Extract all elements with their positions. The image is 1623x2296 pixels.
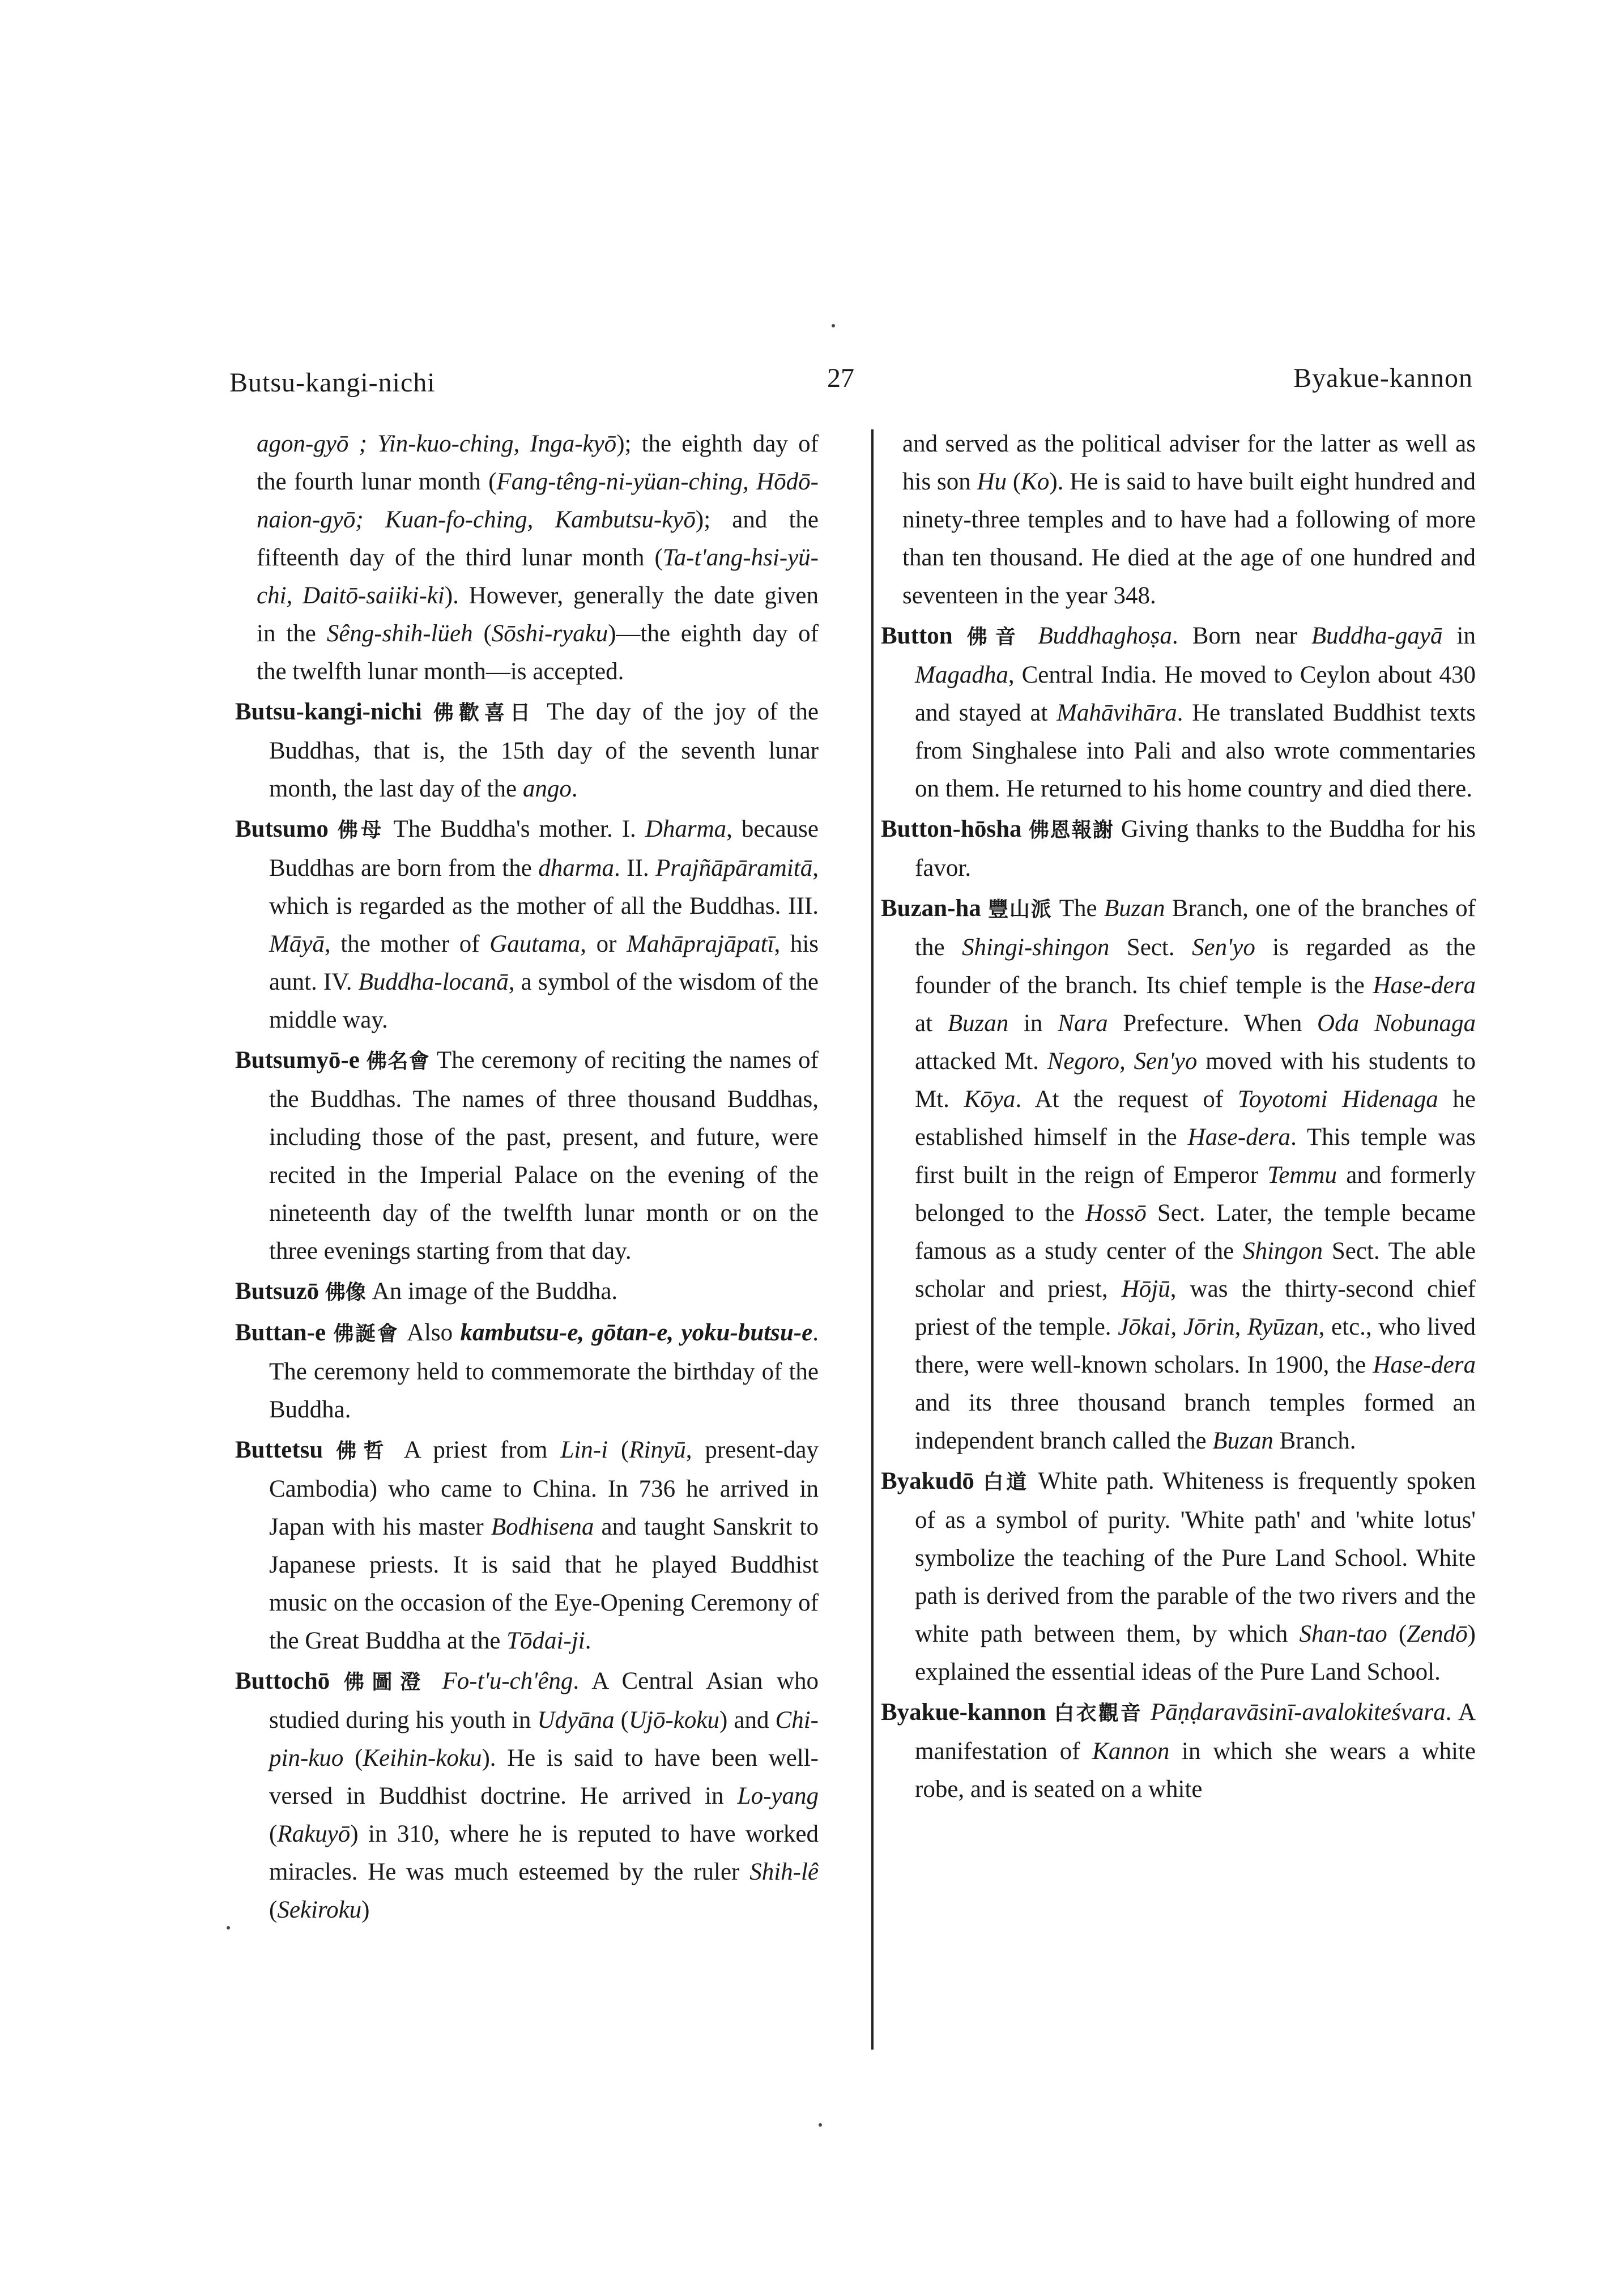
scan-speck xyxy=(832,324,835,327)
term: Gautama xyxy=(489,931,581,957)
term: Udyāna xyxy=(537,1707,615,1733)
text: , the mother of xyxy=(324,931,490,957)
kanji: 佛圖澄 xyxy=(343,1671,428,1694)
text: ). He is said to have built eight hundred and ninety-three temples and to have had a following of more than ten thousand. He died at the age of one hundred and seventeen in the year 348. xyxy=(902,468,1476,609)
term: Keihin-koku xyxy=(363,1745,482,1771)
text: , which is regarded as the mother of all the Buddhas. III. xyxy=(269,855,819,919)
entry-button xyxy=(881,617,1476,808)
term: Tōdai-ji xyxy=(506,1628,585,1654)
term: Hu xyxy=(977,468,1007,495)
term: kambutsu-e, gōtan-e, yoku-butsu-e xyxy=(460,1319,813,1346)
term: Magadha xyxy=(915,662,1008,688)
term: Sêng-shih-lüeh xyxy=(326,620,473,647)
text: ) xyxy=(361,1897,370,1923)
text: at xyxy=(915,1010,948,1037)
text: and served as the political adviser for the latter as well as his son xyxy=(902,431,1476,495)
kanji: 佛恩報謝 xyxy=(1028,819,1114,842)
term: Hase-dera xyxy=(1187,1124,1291,1151)
scan-speck xyxy=(819,2123,822,2127)
text: White path. Whiteness is frequently spoken of as a symbol of purity. 'White path' and 'white lotus' symbolize the teaching of the Pure Land School. White path is derived from the parable of the two rivers and the white path between them, by which xyxy=(915,1468,1476,1647)
headword: Button xyxy=(881,623,953,649)
text: is regarded as the founder of the branch. Its chief temple is the xyxy=(915,934,1476,999)
term: Hossō xyxy=(1085,1200,1147,1226)
term: Sōshi-ryaku xyxy=(491,620,608,647)
term: Māyā xyxy=(269,931,325,957)
text: ) in 310, where he is reputed to have worked miracles. He was much esteemed by the ruler xyxy=(269,1821,819,1885)
term: Prajñāpāramitā xyxy=(655,855,813,881)
continued-entry xyxy=(881,425,1476,615)
kanji: 佛像 xyxy=(325,1281,366,1304)
text: Giving thanks to the Buddha for his favor. xyxy=(915,816,1476,881)
text: ( xyxy=(269,1821,278,1847)
text: attacked Mt. xyxy=(915,1048,1047,1075)
term: Shih-lê xyxy=(749,1859,819,1885)
text: in which she wears a white robe, and is seated on a white xyxy=(915,1738,1476,1803)
text: The xyxy=(1052,895,1104,922)
entry-buzan-ha xyxy=(881,889,1476,1460)
text: ( xyxy=(614,1707,629,1733)
entry-byakudo xyxy=(881,1462,1476,1691)
term: Fang-têng-ni-yüan-ching, Hōdō-naion-gyō; Kuan-fo-ching, Kambutsu-kyō xyxy=(257,468,819,533)
term: Lin-i xyxy=(560,1437,608,1463)
text: ( xyxy=(269,1897,278,1923)
text: , was the thirty-second chief priest of the temple. xyxy=(915,1276,1476,1340)
text: ). He is said to have been well-versed in Buddhist doctrine. He arrived in xyxy=(269,1745,819,1809)
running-header xyxy=(0,363,1623,408)
headword: Button-hōsha xyxy=(881,816,1022,842)
term: Bodhisena xyxy=(491,1514,594,1540)
term: Pāṇḍaravāsinī-avalokiteśvara xyxy=(1150,1699,1446,1726)
term: Jōkai, Jōrin, Ryūzan xyxy=(1118,1314,1319,1340)
term: Nara xyxy=(1058,1010,1108,1037)
text: The ceremony of reciting the names of the Buddhas. The names of three thousand Buddhas, including those of the past, present, and future, were recited in the Imperial Palace on the evening of the nineteenth day of the twelfth lunar month or on the three evenings starting from that day. xyxy=(269,1047,819,1264)
text: . Born near xyxy=(1172,623,1311,649)
term: Buzan xyxy=(1104,895,1165,922)
headword: Buttochō xyxy=(235,1668,330,1694)
term: Mahāvihāra xyxy=(1057,700,1177,726)
text: . xyxy=(571,776,578,802)
entry-byakue-kannon xyxy=(881,1693,1476,1808)
text: ( xyxy=(1387,1621,1407,1647)
text: Branch, one of the branches of the xyxy=(915,895,1476,961)
term: ango xyxy=(522,776,572,802)
text: ( xyxy=(343,1745,363,1771)
term: agon-gyō ; Yin-kuo-ching, Inga-kyō xyxy=(257,431,617,457)
text: he established himself in the xyxy=(915,1086,1476,1151)
headword: Byakudō xyxy=(881,1468,974,1494)
headword: Byakue-kannon xyxy=(881,1699,1046,1726)
kanji: 豐山派 xyxy=(988,898,1053,921)
entry-buttocho xyxy=(235,1662,819,1929)
text: in xyxy=(1008,1010,1058,1037)
headword: Butsu-kangi-nichi xyxy=(235,698,422,725)
text: Also xyxy=(399,1319,461,1346)
text: Branch. xyxy=(1273,1428,1356,1454)
text: )—the eighth day of the twelfth lunar month—is accepted. xyxy=(257,620,819,685)
term: dharma xyxy=(538,855,615,881)
entry-buttetsu xyxy=(235,1431,819,1660)
term: Kōya xyxy=(964,1086,1016,1113)
text: ( xyxy=(472,620,492,647)
term: Chi-pin-kuo xyxy=(269,1707,819,1771)
term: Shingon xyxy=(1243,1238,1323,1264)
headword: Butsuzō xyxy=(235,1278,320,1305)
header-right-guide-word: Byakue-kannon xyxy=(1293,363,1473,393)
entry-butsuzo xyxy=(235,1272,819,1311)
right-column xyxy=(881,425,1476,1811)
term: Oda Nobunaga xyxy=(1317,1010,1476,1037)
term: Shingi-shingon xyxy=(961,934,1110,961)
headword: Buttetsu xyxy=(235,1437,323,1463)
term: Ujō-koku xyxy=(628,1707,719,1733)
text: ) and xyxy=(719,1707,776,1733)
text: and its three thousand branch temples formed an independent branch called the xyxy=(915,1390,1476,1454)
left-column xyxy=(235,425,819,1931)
kanji: 白衣觀音 xyxy=(1054,1702,1143,1725)
text xyxy=(1024,623,1038,649)
text: The day of the joy of the Buddhas, that is, the 15th day of the seventh lunar month, the last day of the xyxy=(269,698,819,802)
term: Lo-yang xyxy=(737,1783,819,1809)
text: ); and the fifteenth day of the third lunar month ( xyxy=(257,506,819,571)
text: and taught Sanskrit to Japanese priests. It is said that he played Buddhist music on the occasion of the Eye-Opening Ceremony of the Great Buddha at the xyxy=(269,1514,819,1654)
term: Buddha-gayā xyxy=(1311,623,1443,649)
kanji: 佛名會 xyxy=(366,1050,430,1073)
kanji: 佛母 xyxy=(337,819,385,842)
term: Buddha-locanā xyxy=(358,969,509,995)
text: A priest from xyxy=(390,1437,561,1463)
text: . A manifestation of xyxy=(915,1699,1476,1765)
text: , because Buddhas are born from the xyxy=(269,816,819,881)
term: Dharma xyxy=(645,816,727,842)
text: ); the eighth day of the fourth lunar month ( xyxy=(257,431,819,495)
term: Buzan xyxy=(947,1010,1009,1037)
term: Hase-dera xyxy=(1373,1352,1476,1378)
term: Ta-t'ang-hsi-yü-chi, Daitō-saiiki-ki xyxy=(257,544,819,609)
text: ). However, generally the date given in the xyxy=(257,582,819,647)
headword: Butsumyō-e xyxy=(235,1047,360,1074)
text: moved with his students to Mt. xyxy=(915,1048,1476,1113)
text: . The ceremony held to commemorate the birthday of the Buddha. xyxy=(269,1319,819,1423)
entry-butsumo xyxy=(235,810,819,1039)
text: and formerly belonged to the xyxy=(915,1162,1476,1226)
kanji: 佛音 xyxy=(966,625,1024,649)
term: Negoro, Sen'yo xyxy=(1047,1048,1198,1075)
text: ) explained the essential ideas of the Pure Land School. xyxy=(915,1621,1476,1685)
headword: Buttan-e xyxy=(235,1319,326,1346)
kanji: 佛誕會 xyxy=(333,1322,399,1345)
text: . This temple was first built in the reign of Emperor xyxy=(915,1124,1476,1189)
header-left-guide-word: Butsu-kangi-nichi xyxy=(229,368,436,398)
kanji: 佛歡喜日 xyxy=(433,701,536,725)
text: . xyxy=(585,1628,591,1654)
term: Sen'yo xyxy=(1191,934,1255,961)
term: Sekiroku xyxy=(277,1897,362,1923)
entry-buttan-e xyxy=(235,1314,819,1429)
text: The Buddha's mother. I. xyxy=(384,816,645,842)
text xyxy=(1143,1699,1151,1726)
entry-butsumyo-e xyxy=(235,1041,819,1270)
term: Temmu xyxy=(1267,1162,1337,1189)
text: . II. xyxy=(614,855,656,881)
kanji: 佛哲 xyxy=(336,1439,391,1463)
term: Buddhaghoṣa xyxy=(1038,623,1172,649)
text: An image of the Buddha. xyxy=(365,1278,618,1305)
term: Hase-dera xyxy=(1373,972,1476,999)
continued-entry xyxy=(235,425,819,691)
text: Prefecture. When xyxy=(1107,1010,1318,1037)
term: Rinyū xyxy=(629,1437,686,1463)
entry-butsu-kangi-nichi xyxy=(235,693,819,808)
text: , his aunt. IV. xyxy=(269,931,819,995)
term: Kannon xyxy=(1092,1738,1170,1765)
text: . He translated Buddhist texts from Singhalese into Pali and also wrote commentaries on them. He returned to his home country and died there. xyxy=(915,700,1476,802)
text: , a symbol of the wisdom of the middle way. xyxy=(269,969,819,1033)
term: Hōjū xyxy=(1121,1276,1170,1302)
term: Toyotomi Hidenaga xyxy=(1237,1086,1438,1113)
text: Sect. Later, the temple became famous as a study center of the xyxy=(915,1200,1476,1264)
kanji: 白道 xyxy=(983,1471,1029,1494)
text: ( xyxy=(608,1437,629,1463)
term: Rakuyō xyxy=(277,1821,351,1847)
text: ( xyxy=(1007,468,1021,495)
term: Shan-tao xyxy=(1299,1621,1387,1647)
page-number: 27 xyxy=(827,363,854,393)
text: , etc., who lived there, were well-known scholars. In 1900, the xyxy=(915,1314,1476,1378)
text: , Central India. He moved to Ceylon about 430 and stayed at xyxy=(915,662,1476,726)
term: Mahāprajāpatī xyxy=(627,931,774,957)
text xyxy=(428,1668,442,1694)
text: in xyxy=(1442,623,1476,649)
text: . At the request of xyxy=(1015,1086,1238,1113)
term: Buzan xyxy=(1212,1428,1273,1454)
scan-speck xyxy=(227,1926,230,1929)
text: Sect. xyxy=(1109,934,1192,961)
column-divider xyxy=(871,429,874,2050)
text: , or xyxy=(580,931,627,957)
term: Ko xyxy=(1021,468,1050,495)
entry-button-hosha xyxy=(881,810,1476,887)
text: . A Central Asian who studied during his youth in xyxy=(269,1668,819,1733)
term: Zendō xyxy=(1407,1621,1468,1647)
text: Sect. The able scholar and priest, xyxy=(915,1238,1476,1302)
term: Fo-t'u-ch'êng xyxy=(442,1668,573,1694)
headword: Buzan-ha xyxy=(881,895,981,922)
headword: Butsumo xyxy=(235,816,329,842)
text: , present-day Cambodia) who came to China. In 736 he arrived in Japan with his master xyxy=(269,1437,819,1540)
